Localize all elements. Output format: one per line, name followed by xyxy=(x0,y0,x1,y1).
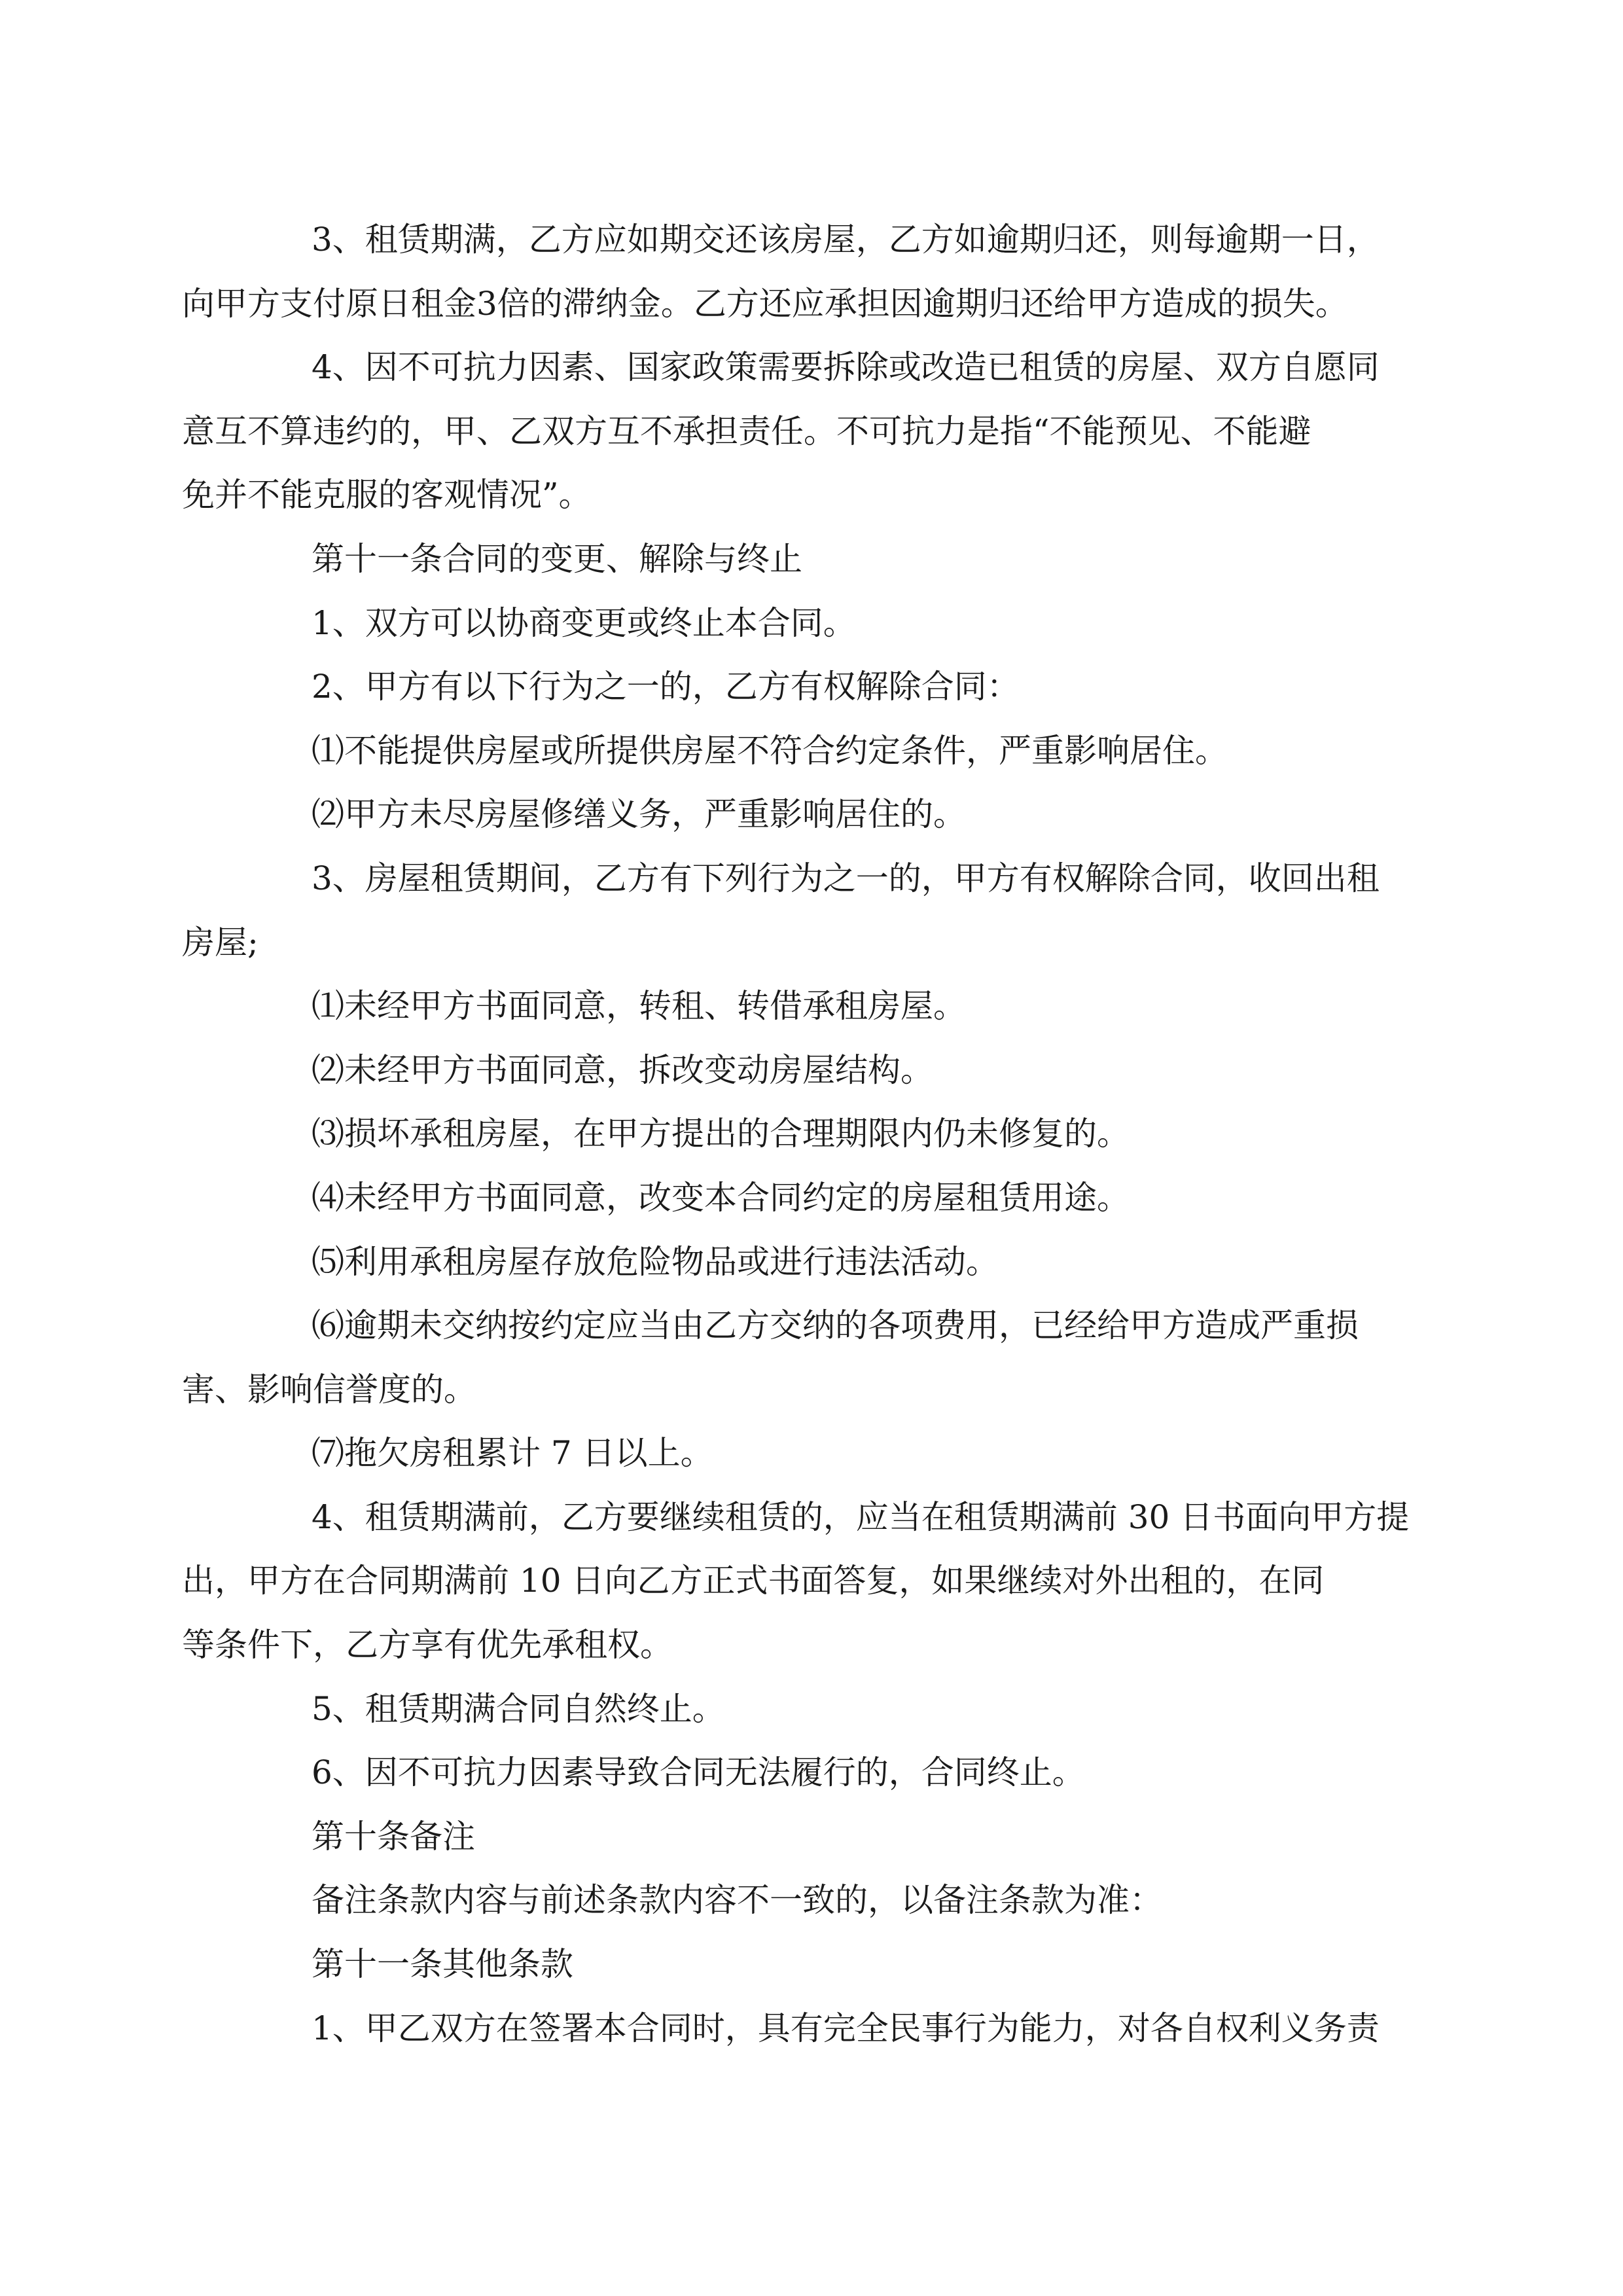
paragraph xyxy=(247,1741,1385,1805)
text-line: ⑹逾期未交纳按约定应当由乙方交纳的各项费用，已经给甲方造成严重损 xyxy=(312,1306,1359,1345)
text-line: 1、甲乙双方在签署本合同时，具有完全民事行为能力，对各自权利义务责 xyxy=(312,2009,1380,2047)
text-line: 3、房屋租赁期间，乙方有下列行为之一的，甲方有权解除合同，收回出租 xyxy=(312,859,1380,897)
text-line: 2、甲方有以下行为之一的，乙方有权解除合同： xyxy=(312,668,1020,706)
list-item xyxy=(182,1294,1385,1422)
text-line: 第十条备注 xyxy=(312,1817,475,1856)
paragraph xyxy=(182,336,1385,528)
text-line: 1、双方可以协商变更或终止本合同。 xyxy=(312,603,856,642)
text-line: 向甲方支付原日租金3倍的滞纳金。乙方还应承担因逾期归还给甲方造成的损失。 xyxy=(182,284,1348,323)
list-item xyxy=(247,783,1385,847)
text-line: 6、因不可抗力因素导致合同无法履行的，合同终止。 xyxy=(312,1753,1085,1792)
text-line: ⑵未经甲方书面同意，拆改变动房屋结构。 xyxy=(312,1050,933,1089)
section-heading xyxy=(247,1933,1385,1997)
paragraph xyxy=(182,847,1385,975)
paragraph xyxy=(182,1486,1410,1677)
paragraph xyxy=(247,1677,1385,1742)
text-line: ⑺拖欠房租累计 7 日以上。 xyxy=(312,1434,713,1473)
text-line: 4、因不可抗力因素、国家政策需要拆除或改造已租赁的房屋、双方自愿同 xyxy=(312,348,1380,387)
text-line: ⑴未经甲方书面同意，转租、转借承租房屋。 xyxy=(312,987,966,1026)
text-line: 等条件下，乙方享有优先承租权。 xyxy=(182,1626,673,1664)
text-line: ⑶损坏承租房屋，在甲方提出的合理期限内仍未修复的。 xyxy=(312,1115,1130,1153)
text-line: 意互不算违约的，甲、乙双方互不承担责任。不可抗力是指“不能预见、不能避 xyxy=(182,412,1311,450)
list-item xyxy=(247,1102,1385,1166)
text-line: 免并不能克服的客观情况”。 xyxy=(182,476,592,514)
text-line: ⑸利用承租房屋存放危险物品或进行违法活动。 xyxy=(312,1242,999,1281)
text-line: ⑵甲方未尽房屋修缮义务，严重影响居住的。 xyxy=(312,795,966,834)
text-line: 第十一条其他条款 xyxy=(312,1945,573,1984)
paragraph xyxy=(247,655,1385,719)
paragraph xyxy=(182,208,1385,336)
text-line: ⑴不能提供房屋或所提供房屋不符合约定条件，严重影响居住。 xyxy=(312,731,1228,770)
paragraph xyxy=(247,1997,1385,2061)
text-line: 第十一条合同的变更、解除与终止 xyxy=(312,539,802,578)
document-body xyxy=(182,208,1410,2060)
section-heading xyxy=(247,528,1385,592)
list-item xyxy=(247,1039,1385,1103)
list-item xyxy=(247,1422,1385,1486)
text-line: 4、租赁期满前，乙方要继续租赁的，应当在租赁期满前 30 日书面向甲方提 xyxy=(312,1498,1410,1536)
section-heading xyxy=(247,1805,1385,1869)
list-item xyxy=(247,719,1385,783)
list-item xyxy=(247,1230,1385,1295)
text-line: 害、影响信誉度的。 xyxy=(182,1370,476,1408)
text-line: 房屋; xyxy=(182,923,259,961)
text-line: ⑷未经甲方书面同意，改变本合同约定的房屋租赁用途。 xyxy=(312,1178,1130,1217)
paragraph xyxy=(247,592,1385,656)
list-item xyxy=(247,975,1385,1039)
text-line: 5、租赁期满合同自然终止。 xyxy=(312,1689,725,1728)
text-line: 出，甲方在合同期满前 10 日向乙方正式书面答复，如果继续对外出租的，在同 xyxy=(182,1562,1325,1600)
paragraph xyxy=(247,1869,1385,1933)
list-item xyxy=(247,1166,1385,1230)
text-line: 备注条款内容与前述条款内容不一致的，以备注条款为准： xyxy=(312,1881,1162,1920)
text-line: 3、租赁期满，乙方应如期交还该房屋，乙方如逾期归还，则每逾期一日， xyxy=(312,221,1380,259)
